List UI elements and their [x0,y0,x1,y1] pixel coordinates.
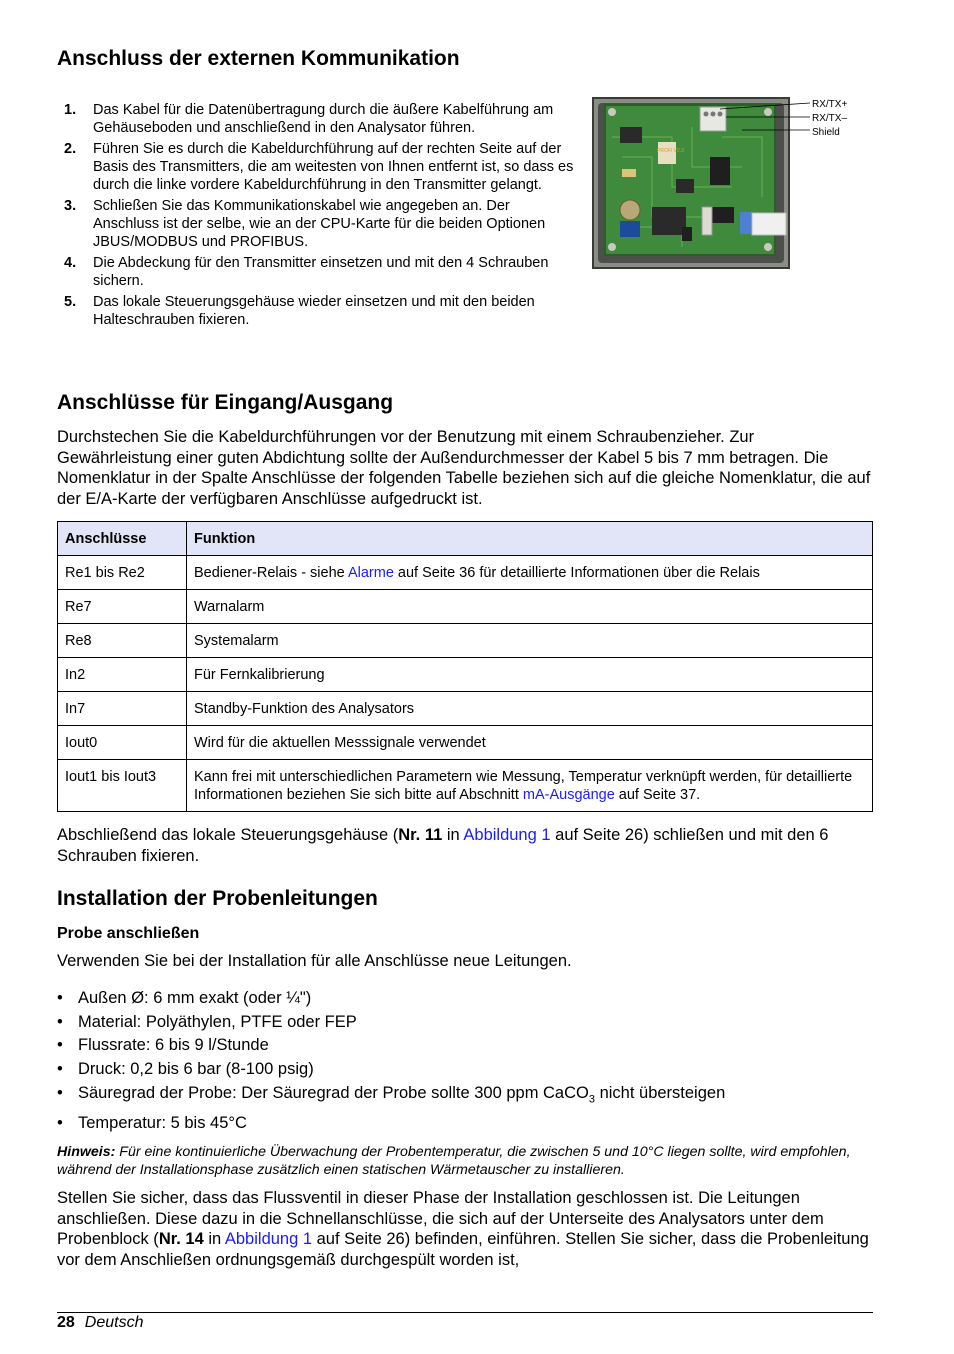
table-row: Iout0 Wird für die aktuellen Messsignale verwendet [58,726,873,760]
list-item: • Druck: 0,2 bis 6 bar (8-100 psig) [57,1060,314,1079]
io-intro-paragraph: Durchstechen Sie die Kabeldurchführungen vor der Benutzung mit einem Schraubenzieher. Zur Gewährleistung einer guten Abdichtung sollte der Außendurchmesser der Kabel 5 bis 7 mm betragen. Die Nomenklatur in der Spalte Anschlüsse der folgenden Tabelle beziehen sich auf die gleiche Nomenklatur, die auf der E/A-Karte der verfügbaren Anschlüsse aufgedruckt ist. [57,428,871,508]
list-item: 2. Führen Sie es durch die Kabeldurchführung auf der rechten Seite auf der Basis des Transmitters, die am weitesten von Ihnen entfernt ist, so dass es durch die linke vordere Kabeldurchführung in den Transmitter gelangt. [64,141,574,193]
label-shield: Shield [812,127,840,138]
ma-outputs-link[interactable]: mA-Ausgänge [522,787,615,803]
label-rxtx-plus: RX/TX+ [812,99,848,110]
list-item: 3. Schließen Sie das Kommunikationskabel wie angegeben an. Der Anschluss ist der selbe, wie an der CPU-Karte für die beiden Optionen JBUS/MODBUS und PROFIBUS. [64,198,546,250]
list-item: 1. Das Kabel für die Datenübertragung durch die äußere Kabelführung am Gehäuseboden und anschließend in den Analysator führen. [64,102,554,136]
table-row: In7 Standby-Funktion des Analysators [58,692,873,726]
note: Hinweis: Für eine kontinuierliche Überwachung der Probentemperatur, die zwischen 5 und 10°C liegen sollte, wird empfohlen, während der Installationsphase zusätzlich einen statischen Wärmetauscher zu installieren. [57,1144,851,1178]
list-item: • Material: Polyäthylen, PTFE oder FEP [57,1012,357,1031]
heading-sample-lines: Installation der Probenleitungen [57,887,378,910]
table-row: Re8 Systemalarm [58,624,873,658]
list-item: • Temperatur: 5 bis 45°C [57,1113,247,1132]
sample-requirements-list [57,987,872,1136]
circuit-board-image [592,97,847,269]
heading-external-communication: Anschluss der externen Kommunikation [57,47,460,70]
column-header-function: Funktion [187,522,873,556]
subheading-connect-sample: Probe anschließen [57,925,200,942]
footer [57,1313,144,1333]
final-paragraph: Stellen Sie sicher, dass das Flussventil in dieser Phase der Installation geschlossen ist. Die Leitungen anschließen. Diese dazu in die Schnellanschlüsse, die sich auf der Unterseite des Analysators unter dem Probenblock (Nr. 14 in Abbildung 1 auf Seite 26) befinden, einführen. Stellen Sie sicher, dass die Probenleitung vor dem Anschließen ordnungsgemäß durchgespült worden ist, [57,1189,869,1269]
circuit-board-figure [592,97,847,269]
io-table [57,521,873,812]
list-item: • Säuregrad der Probe: Der Säuregrad der Probe sollte 300 ppm CaCO$_3$ nicht übersteigen [57,1083,726,1106]
column-header-connections: Anschlüsse [58,522,187,556]
figure-link[interactable]: Abbildung 1 [224,1230,313,1248]
footer-language: Deutsch [84,1314,144,1331]
heading-io-connections: Anschlüsse für Eingang/Ausgang [57,391,394,414]
figure-link[interactable]: Abbildung 1 [463,826,551,844]
list-item: • Flussrate: 6 bis 9 l/Stunde [57,1036,269,1055]
table-row: In2 Für Fernkalibrierung [58,658,873,692]
alarme-link[interactable]: Alarme [347,565,394,581]
table-header-row [58,522,873,556]
table-row: Iout1 bis Iout3 Kann frei mit unterschiedlichen Parametern wie Messung, Temperatur verknüpft werden, für detaillierte Informationen beziehen Sie sich bitte auf Abschnitt mA-Ausgänge auf Seite 37. [58,760,873,812]
sample-intro: Verwenden Sie bei der Installation für alle Anschlüsse neue Leitungen. [57,952,572,970]
list-item: 4. Die Abdeckung für den Transmitter einsetzen und mit den 4 Schrauben sichern. [64,255,549,289]
steps-list [57,101,577,332]
closing-paragraph: Abschließend das lokale Steuerungsgehäuse (Nr. 11 in Abbildung 1 auf Seite 26) schließen und mit den 6 Schrauben fixieren. [57,826,829,865]
table-row: Re1 bis Re2 Bediener-Relais - siehe Alarme auf Seite 36 für detaillierte Informationen über die Relais [58,556,873,590]
board-label: PROFI V2.3 [657,148,684,154]
list-item: 5. Das lokale Steuerungsgehäuse wieder einsetzen und mit den beiden Halteschrauben fixieren. [64,294,535,328]
label-rxtx-minus: RX/TX– [812,113,848,124]
table-row: Re7 Warnalarm [58,590,873,624]
page-number: 28 [57,1314,75,1331]
list-item: • Außen Ø: 6 mm exakt (oder ¼") [57,989,312,1007]
footer-divider [57,1312,873,1313]
